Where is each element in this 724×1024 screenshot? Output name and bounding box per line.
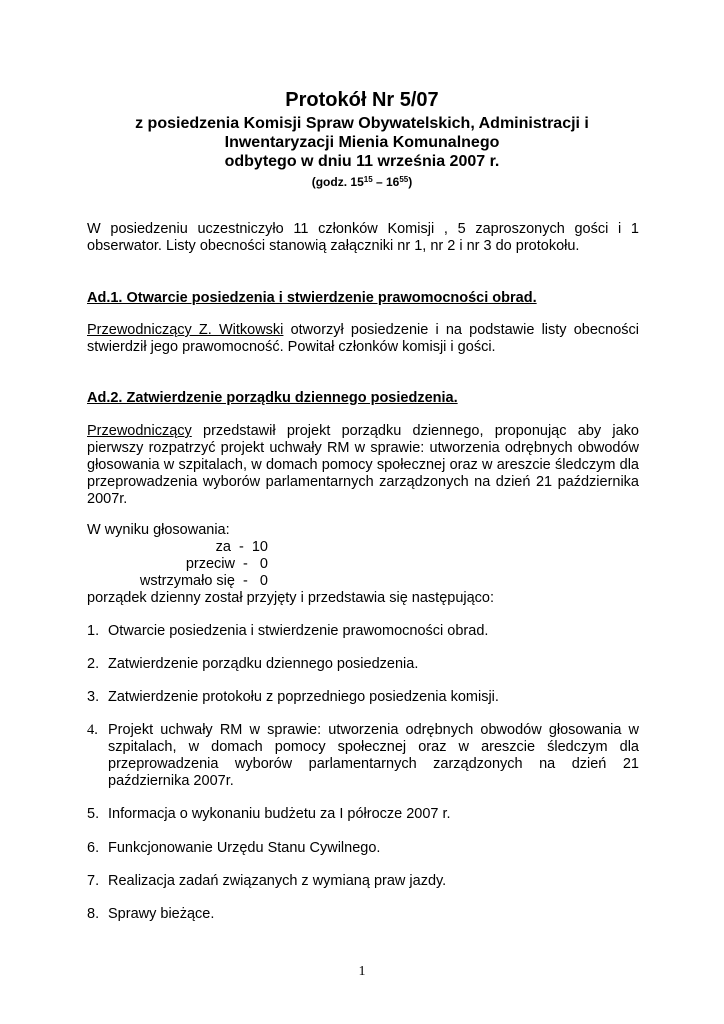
document-subtitle-line-3: odbytego w dniu 11 września 2007 r. <box>224 153 500 170</box>
agenda-item: 1. Otwarcie posiedzenia i stwierdzenie prawomocności obrad. <box>87 623 489 639</box>
agenda-item: 5. Informacja o wykonaniu budżetu za I półrocze 2007 r. <box>87 806 451 822</box>
document-subtitle-line-1: z posiedzenia Komisji Spraw Obywatelskich, Administracji i <box>135 115 589 132</box>
page-number: 1 <box>358 964 366 979</box>
agenda-item: 3. Zatwierdzenie protokołu z poprzedniego posiedzenia komisji. <box>87 689 499 705</box>
vote-result: porządek dzienny został przyjęty i przedstawia się następująco: <box>87 590 495 606</box>
agenda-item: 8. Sprawy bieżące. <box>87 906 215 922</box>
ad2-paragraph: Przewodniczący przedstawił projekt porządku dziennego, proponując aby jako pierwszy rozpatrzyć projekt uchwały RM w sprawie: utworzenia odrębnych obwodów głosowania w szpitalach, w domach pomocy społecznej oraz w areszcie śledczym dla przeprowadzenia wyborów parlamentarnych zarządzonych na dzień 21 października 2007r. <box>87 423 639 507</box>
vote-abstain: wstrzymało się - 0 <box>139 573 268 589</box>
agenda-item: 6. Funkcjonowanie Urzędu Stanu Cywilnego. <box>87 840 381 856</box>
section-heading-ad2: Ad.2. Zatwierdzenie porządku dziennego posiedzenia. <box>87 390 458 406</box>
agenda-item: 2. Zatwierdzenie porządku dziennego posiedzenia. <box>87 656 419 672</box>
chairman-label: Przewodniczący <box>87 423 192 439</box>
chairman-name: Przewodniczący Z. Witkowski <box>87 322 284 338</box>
document-title: Protokół Nr 5/07 <box>285 89 439 111</box>
ad1-paragraph: Przewodniczący Z. Witkowski otworzył posiedzenie i na podstawie listy obecności stwierdził jego prawomocność. Powitał członków komisji i gości. <box>87 322 639 355</box>
intro-paragraph: W posiedzeniu uczestniczyło 11 członków Komisji , 5 zaproszonych gości i 1 obserwator. Listy obecności stanowią załączniki nr 1, nr 2 i nr 3 do protokołu. <box>87 221 639 254</box>
vote-for: za - 10 <box>215 539 268 555</box>
document-subtitle-line-2: Inwentaryzacji Mienia Komunalnego <box>224 134 500 151</box>
agenda-item: 7. Realizacja zadań związanych z wymianą praw jazdy. <box>87 873 447 889</box>
section-heading-ad1: Ad.1. Otwarcie posiedzenia i stwierdzenie prawomocności obrad. <box>87 290 537 306</box>
vote-intro: W wyniku głosowania: <box>87 522 230 538</box>
meeting-time: (godz. $15^{15} - 16^{55}$) <box>311 175 413 189</box>
vote-against: przeciw - 0 <box>185 556 268 572</box>
agenda-item: 4. Projekt uchwały RM w sprawie: utworzenia odrębnych obwodów głosowania w szpitalach, w domach pomocy społecznej oraz w areszcie śledczym dla przeprowadzenia wyborów parlamentarnych zarządzonych na dzień 21 października 2007r. <box>87 722 639 789</box>
